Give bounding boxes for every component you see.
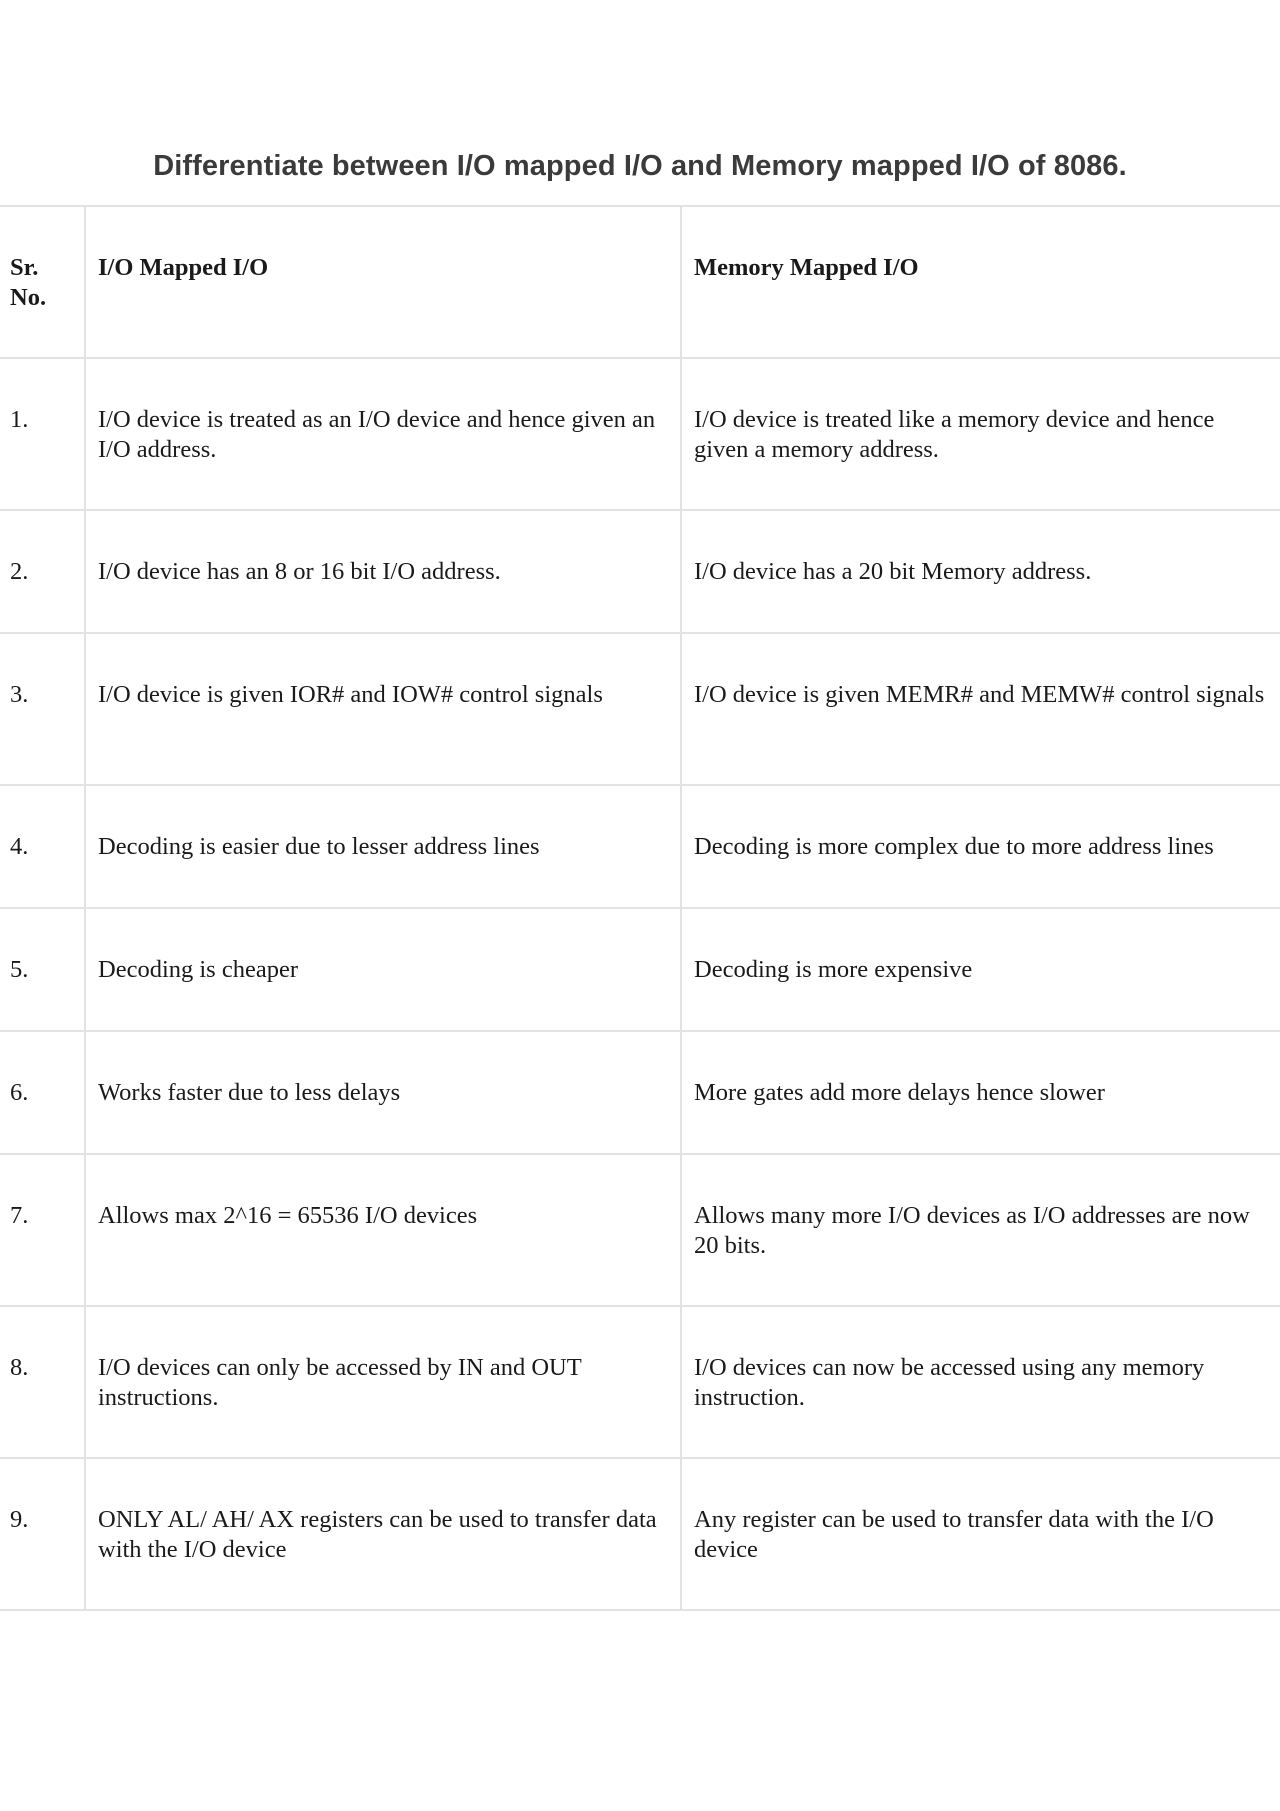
table-row bbox=[0, 1458, 1280, 1610]
table-row bbox=[0, 633, 1280, 785]
cell-io-mapped: Allows max 2^16 = 65536 I/O devices bbox=[85, 1154, 681, 1306]
comparison-table bbox=[0, 205, 1280, 1611]
cell-sr: 9. bbox=[0, 1458, 85, 1610]
header-io-mapped: I/O Mapped I/O bbox=[85, 206, 681, 358]
table-row bbox=[0, 785, 1280, 908]
cell-memory-mapped: I/O devices can now be accessed using any memory instruction. bbox=[681, 1306, 1280, 1458]
cell-memory-mapped: More gates add more delays hence slower bbox=[681, 1031, 1280, 1154]
cell-sr: 7. bbox=[0, 1154, 85, 1306]
cell-sr: 4. bbox=[0, 785, 85, 908]
table-row bbox=[0, 908, 1280, 1031]
header-sr-no: Sr. No. bbox=[0, 206, 85, 358]
cell-sr: 5. bbox=[0, 908, 85, 1031]
cell-memory-mapped: Any register can be used to transfer data with the I/O device bbox=[681, 1458, 1280, 1610]
table-row bbox=[0, 1154, 1280, 1306]
table-row bbox=[0, 1031, 1280, 1154]
cell-memory-mapped: Allows many more I/O devices as I/O addresses are now 20 bits. bbox=[681, 1154, 1280, 1306]
header-memory-mapped: Memory Mapped I/O bbox=[681, 206, 1280, 358]
cell-io-mapped: I/O device is treated as an I/O device and hence given an I/O address. bbox=[85, 358, 681, 510]
cell-io-mapped: Decoding is easier due to lesser address lines bbox=[85, 785, 681, 908]
cell-io-mapped: ONLY AL/ AH/ AX registers can be used to transfer data with the I/O device bbox=[85, 1458, 681, 1610]
cell-sr: 8. bbox=[0, 1306, 85, 1458]
table-header-row bbox=[0, 206, 1280, 358]
table-row bbox=[0, 1306, 1280, 1458]
page-title: Differentiate between I/O mapped I/O and Memory mapped I/O of 8086. bbox=[153, 150, 1127, 182]
cell-sr: 3. bbox=[0, 633, 85, 785]
cell-memory-mapped: I/O device has a 20 bit Memory address. bbox=[681, 510, 1280, 633]
cell-memory-mapped: I/O device is treated like a memory device and hence given a memory address. bbox=[681, 358, 1280, 510]
cell-memory-mapped: Decoding is more expensive bbox=[681, 908, 1280, 1031]
cell-io-mapped: I/O device has an 8 or 16 bit I/O address. bbox=[85, 510, 681, 633]
cell-sr: 1. bbox=[0, 358, 85, 510]
cell-io-mapped: I/O devices can only be accessed by IN and OUT instructions. bbox=[85, 1306, 681, 1458]
cell-memory-mapped: I/O device is given MEMR# and MEMW# control signals bbox=[681, 633, 1280, 785]
cell-sr: 2. bbox=[0, 510, 85, 633]
cell-io-mapped: I/O device is given IOR# and IOW# control signals bbox=[85, 633, 681, 785]
table-row bbox=[0, 510, 1280, 633]
cell-memory-mapped: Decoding is more complex due to more address lines bbox=[681, 785, 1280, 908]
cell-io-mapped: Works faster due to less delays bbox=[85, 1031, 681, 1154]
cell-sr: 6. bbox=[0, 1031, 85, 1154]
table-row bbox=[0, 358, 1280, 510]
cell-io-mapped: Decoding is cheaper bbox=[85, 908, 681, 1031]
